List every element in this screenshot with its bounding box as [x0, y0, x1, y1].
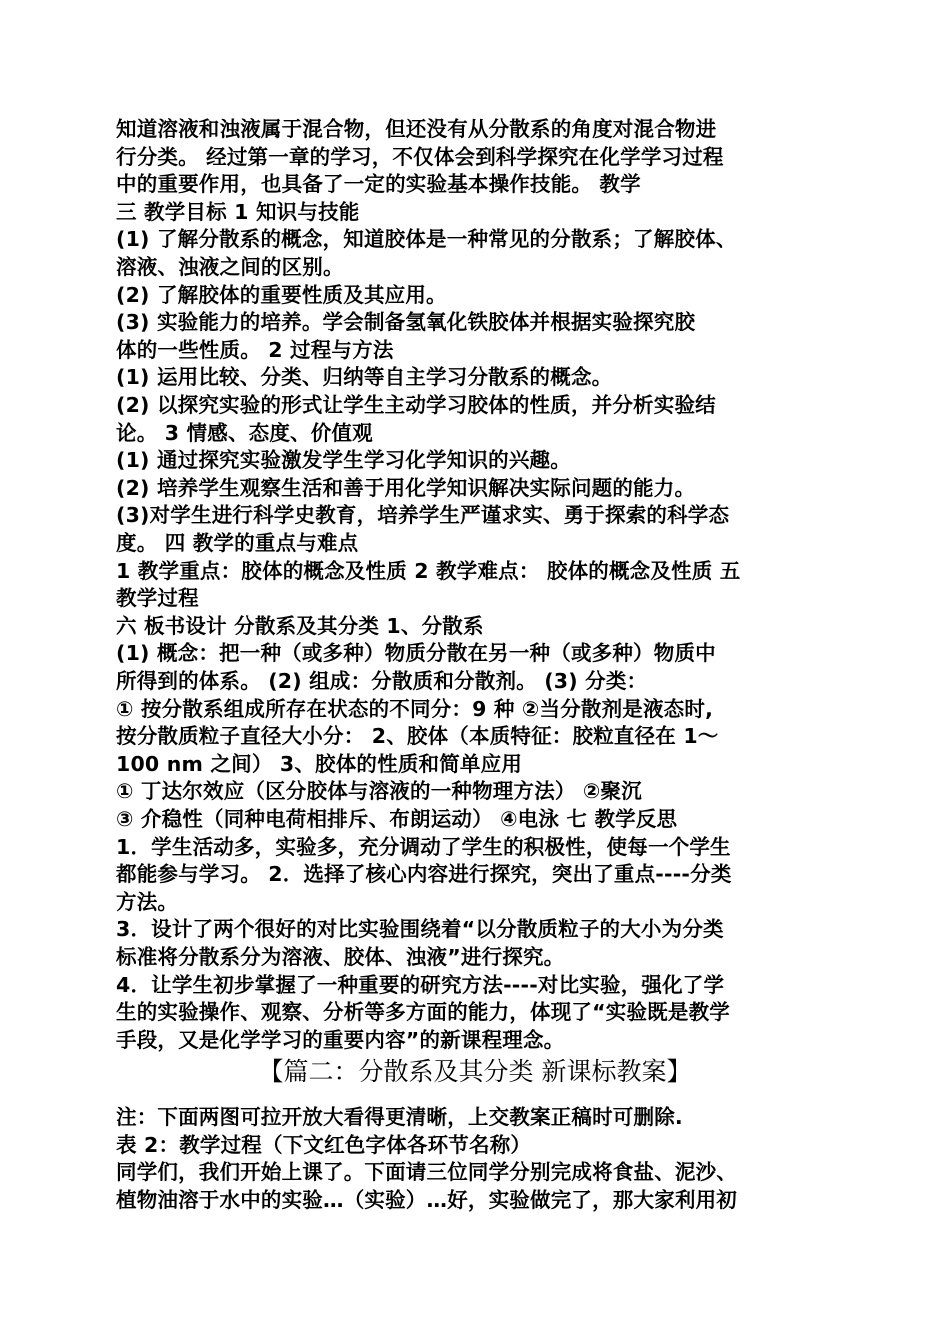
body-text-line: 3．设计了两个很好的对比实验围绕着“以分散质粒子的大小为分类 [116, 917, 724, 941]
body-text-line: 标准将分散系分为溶液、胶体、浊液”进行探究。 [116, 945, 565, 969]
body-text-line: 1 教学重点：胶体的概念及性质 2 教学难点： 胶体的概念及性质 五 [116, 559, 741, 583]
body-text-line: (1) 运用比较、分类、归纳等自主学习分散系的概念。 [116, 365, 613, 389]
body-text-line: 度。 四 教学的重点与难点 [116, 531, 359, 555]
body-text-line: ③ 介稳性（同种电荷相排斥、布朗运动） ④电泳 七 教学反思 [116, 807, 678, 831]
body-text-line: (3)对学生进行科学史教育，培养学生严谨求实、勇于探索的科学态 [116, 503, 730, 527]
body-text-line: ① 按分散系组成所存在状态的不同分：9 种 ②当分散剂是液态时, [116, 697, 714, 721]
body-text-line: 按分散质粒子直径大小分： 2、胶体（本质特征：胶粒直径在 1～ [116, 724, 719, 748]
body-text-line: 方法。 [116, 890, 179, 914]
body-text-line: (2) 培养学生观察生活和善于用化学知识解决实际问题的能力。 [116, 476, 696, 500]
body-text-line: 植物油溶于水中的实验…（实验）…好，实验做完了，那大家利用初 [116, 1188, 737, 1212]
body-text-line: 论。 3 情感、态度、价值观 [116, 421, 373, 445]
section-heading: 【篇二：分散系及其分类 新课标教案】 [258, 1057, 692, 1086]
body-text-line: (3) 实验能力的培养。学会制备氢氧化铁胶体并根据实验探究胶 [116, 310, 696, 334]
body-text-line: 六 板书设计 分散系及其分类 1、分散系 [116, 614, 484, 638]
body-text-line: 同学们，我们开始上课了。下面请三位同学分别完成将食盐、泥沙、 [116, 1160, 737, 1184]
body-text-line: (1) 通过探究实验激发学生学习化学知识的兴趣。 [116, 448, 571, 472]
body-text-line: 手段，又是化学学习的重要内容”的新课程理念。 [116, 1028, 565, 1052]
body-text-line: 知道溶液和浊液属于混合物，但还没有从分散系的角度对混合物进 [116, 117, 717, 141]
body-text-line: 溶液、浊液之间的区别。 [116, 255, 344, 279]
body-text-line: 表 2：教学过程（下文红色字体各环节名称） [116, 1133, 532, 1157]
body-text-line: (2) 以探究实验的形式让学生主动学习胶体的性质，并分析实验结 [116, 393, 716, 417]
body-text-line: 行分类。 经过第一章的学习，不仅体会到科学探究在化学学习过程 [116, 145, 724, 169]
body-text-line: 生的实验操作、观察、分析等多方面的能力，体现了“实验既是教学 [116, 1000, 730, 1024]
body-text-line: 100 nm 之间） 3、胶体的性质和简单应用 [116, 752, 523, 776]
body-text-line: 教学过程 [116, 586, 199, 610]
body-text-line: 注：下面两图可拉开放大看得更清晰，上交教案正稿时可删除. [116, 1105, 683, 1129]
body-text-line: 都能参与学习。 2．选择了核心内容进行探究，突出了重点----分类 [116, 862, 732, 886]
body-text-line: 体的一些性质。 2 过程与方法 [116, 338, 394, 362]
body-text-line: 1．学生活动多，实验多，充分调动了学生的积极性，使每一个学生 [116, 835, 731, 859]
body-text-line: 4．让学生初步掌握了一种重要的研究方法----对比实验，强化了学 [116, 973, 725, 997]
body-text-line: 三 教学目标 1 知识与技能 [116, 200, 360, 224]
body-text-line: (1) 概念：把一种（或多种）物质分散在另一种（或多种）物质中 [116, 641, 716, 665]
body-text-line: ① 丁达尔效应（区分胶体与溶液的一种物理方法） ②聚沉 [116, 779, 642, 803]
body-text-line: 中的重要作用，也具备了一定的实验基本操作技能。 教学 [116, 172, 641, 196]
body-text-line: 所得到的体系。 (2) 组成：分散质和分散剂。 (3) 分类： [116, 669, 648, 693]
body-text-line: (1) 了解分散系的概念，知道胶体是一种常见的分散系；了解胶体、 [116, 227, 737, 251]
body-text-line: (2) 了解胶体的重要性质及其应用。 [116, 283, 447, 307]
